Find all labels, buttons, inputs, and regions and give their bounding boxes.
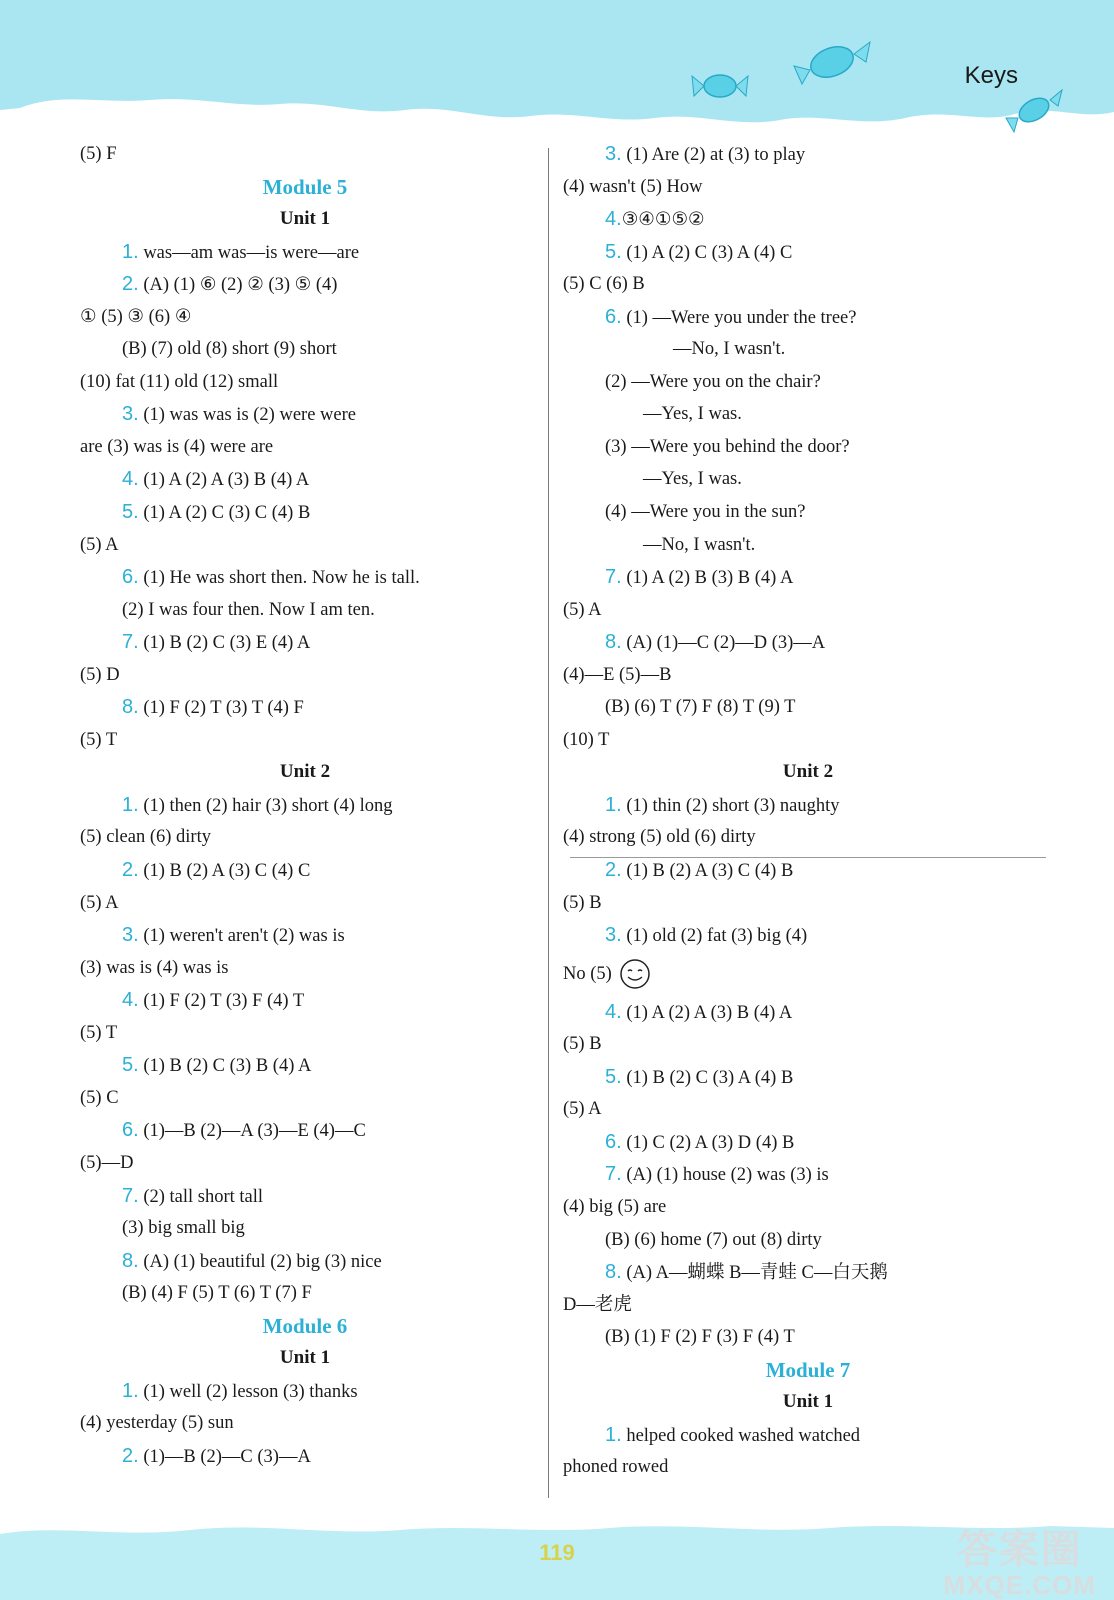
- answer-line: (5) B: [563, 892, 602, 913]
- answer-text: (1) B (2) C (3) E (4) A: [143, 633, 311, 654]
- answer-line: [80, 463, 530, 496]
- answer-line: (4) strong (5) old (6) dirty: [563, 827, 756, 848]
- question-number: 4.: [122, 989, 139, 1012]
- answer-text: (A) (1) house (2) was (3) is: [626, 1165, 829, 1186]
- answer-line: (3) big small big: [122, 1218, 245, 1239]
- answer-line: (4) yesterday (5) sun: [80, 1413, 234, 1434]
- answer-text: (1) F (2) T (3) T (4) F: [143, 698, 304, 719]
- answer-line: [563, 1256, 1053, 1289]
- answer-line: [80, 1114, 530, 1147]
- answer-line: —Yes, I was.: [643, 404, 742, 425]
- answer-line: (5) C (6) B: [563, 274, 645, 295]
- answer-line: (5) clean (6) dirty: [80, 827, 211, 848]
- answer-line: (5) A: [80, 892, 119, 913]
- answer-text: (1)—B (2)—C (3)—A: [143, 1446, 311, 1467]
- answer-text: ③④①⑤②: [621, 210, 705, 231]
- question-number: 3.: [122, 924, 139, 947]
- answer-line: [80, 268, 530, 301]
- answer-line: (4) wasn't (5) How: [563, 176, 703, 197]
- answer-line: (4) —Were you in the sun?: [605, 502, 806, 523]
- answer-text: (1) well (2) lesson (3) thanks: [143, 1381, 358, 1402]
- answer-line: (4)—E (5)—B: [563, 664, 672, 685]
- question-number: 7.: [605, 1163, 622, 1186]
- answer-line: D—老虎: [563, 1294, 632, 1315]
- unit-heading: Unit 2: [279, 761, 331, 783]
- question-number: 4.: [122, 468, 139, 491]
- answer-line: (4) big (5) are: [563, 1196, 667, 1217]
- page-number: 119: [539, 1540, 575, 1565]
- question-number: 4.: [605, 208, 622, 231]
- answer-line: [80, 561, 530, 594]
- question-number: 3.: [122, 403, 139, 426]
- answer-line: [563, 626, 1053, 659]
- answer-line: [80, 398, 530, 431]
- answer-text: (2) tall short tall: [143, 1186, 264, 1207]
- answer-line: (3) was is (4) was is: [80, 957, 229, 978]
- question-number: 1.: [605, 793, 622, 816]
- answer-line: [80, 496, 530, 529]
- answer-line: [563, 789, 1053, 822]
- answer-line: [563, 1419, 1053, 1452]
- question-number: 7.: [122, 631, 139, 654]
- answer-line: (5)—D: [80, 1152, 134, 1173]
- answer-text: helped cooked washed watched: [626, 1425, 861, 1446]
- answer-text: (1) He was short then. Now he is tall.: [143, 568, 420, 589]
- right-column: [563, 138, 1053, 1484]
- answer-line: —Yes, I was.: [643, 469, 742, 490]
- answer-line: [80, 236, 530, 269]
- question-number: 6.: [122, 1119, 139, 1142]
- unit-heading: Unit 1: [782, 1391, 834, 1413]
- answer-text: (1) B (2) A (3) C (4) B: [626, 861, 794, 882]
- question-number: 7.: [605, 566, 622, 589]
- answer-text: (1) —Were you under the tree?: [626, 307, 857, 328]
- question-number: 3.: [605, 143, 622, 165]
- answer-text: (A) (1)—C (2)—D (3)—A: [626, 633, 826, 654]
- module-heading: Module 6: [262, 1313, 348, 1338]
- answer-line: [563, 301, 1053, 334]
- answer-line: [80, 1440, 530, 1473]
- answer-line: (5) A: [563, 1099, 602, 1120]
- module-heading: Module 7: [765, 1357, 851, 1382]
- answer-text: (1) F (2) T (3) F (4) T: [143, 991, 305, 1012]
- answer-text: (1) A (2) B (3) B (4) A: [626, 568, 794, 589]
- answer-text: was—am was—is were—are: [143, 242, 360, 263]
- answer-text: (A) (1) beautiful (2) big (3) nice: [143, 1251, 382, 1272]
- answer-text: (1) then (2) hair (3) short (4) long: [143, 795, 393, 816]
- answer-line: [563, 996, 1053, 1029]
- answer-text: (1) A (2) A (3) B (4) A: [143, 470, 310, 491]
- answer-text: (1) was was is (2) were were: [143, 405, 356, 426]
- watermark: [944, 1528, 1096, 1598]
- answer-line: ① (5) ③ (6) ④: [80, 306, 192, 327]
- question-number: 7.: [122, 1184, 139, 1207]
- question-number: 5.: [605, 1065, 622, 1088]
- answer-line: [80, 1049, 530, 1082]
- module-heading: Module 5: [262, 174, 348, 199]
- column-divider: [548, 148, 549, 1498]
- answer-line: [563, 1061, 1053, 1094]
- answer-line: [80, 919, 530, 952]
- answer-line: (5) A: [80, 534, 119, 555]
- answer-line: (10) fat (11) old (12) small: [80, 371, 279, 392]
- question-number: 6.: [605, 305, 622, 328]
- answer-line: (5) A: [563, 599, 602, 620]
- answer-text: (1) C (2) A (3) D (4) B: [626, 1132, 795, 1153]
- answer-line: [80, 854, 530, 887]
- answer-text: (1) thin (2) short (3) naughty: [626, 795, 840, 816]
- answer-line: (B) (6) T (7) F (8) T (9) T: [605, 697, 796, 718]
- answer-line: [563, 1126, 1053, 1159]
- answer-text: (A) A—蝴蝶 B—青蛙 C—白天鹅: [626, 1263, 888, 1284]
- question-number: 2.: [122, 1444, 139, 1467]
- answer-line: (5) D: [80, 664, 120, 685]
- question-number: 2.: [605, 859, 622, 882]
- question-number: 5.: [122, 1054, 139, 1077]
- answer-text: (1) B (2) C (3) B (4) A: [143, 1056, 312, 1077]
- answer-text: (1) B (2) A (3) C (4) C: [143, 861, 311, 882]
- answer-text: (1) B (2) C (3) A (4) B: [626, 1067, 794, 1088]
- answer-line: [563, 138, 1053, 171]
- header-band: [0, 0, 1114, 135]
- unit-heading: Unit 1: [279, 1347, 331, 1369]
- answer-line: (B) (6) home (7) out (8) dirty: [605, 1229, 822, 1250]
- answer-line: (B) (7) old (8) short (9) short: [122, 339, 337, 360]
- watermark-cn: 答案圈: [956, 1528, 1083, 1572]
- question-number: 1.: [122, 793, 139, 816]
- answer-line: [563, 952, 1053, 996]
- question-number: 5.: [605, 240, 622, 263]
- question-number: 8.: [122, 1249, 139, 1272]
- question-number: 8.: [605, 631, 622, 654]
- answer-line: [563, 203, 1053, 236]
- answer-text: (1) A (2) A (3) B (4) A: [626, 1002, 793, 1023]
- answer-line: (5) T: [80, 1022, 118, 1043]
- question-number: 1.: [122, 240, 139, 263]
- answer-text: No (5): [563, 963, 612, 984]
- answer-line: —No, I wasn't.: [643, 534, 756, 555]
- answer-line: are (3) was is (4) were are: [80, 436, 274, 457]
- question-number: 5.: [122, 501, 139, 524]
- answer-line: [80, 984, 530, 1017]
- answer-line: [80, 1245, 530, 1278]
- answer-line: [563, 236, 1053, 269]
- question-number: 3.: [605, 924, 622, 947]
- answer-line: [80, 1180, 530, 1213]
- answer-line: (5) B: [563, 1034, 602, 1055]
- answer-line: [563, 1158, 1053, 1191]
- answer-line: (3) —Were you behind the door?: [605, 436, 850, 457]
- question-number: 6.: [605, 1130, 622, 1153]
- question-number: 8.: [122, 696, 139, 719]
- smiley-face-icon: [618, 957, 652, 991]
- answer-text: (1) weren't aren't (2) was is: [143, 926, 345, 947]
- answer-line: [563, 854, 1053, 887]
- answer-text: (1) A (2) C (3) A (4) C: [626, 242, 793, 263]
- answer-text: (1) old (2) fat (3) big (4): [626, 926, 808, 947]
- question-number: 6.: [122, 566, 139, 589]
- answer-line: (B) (4) F (5) T (6) T (7) F: [122, 1283, 312, 1304]
- question-number: 2.: [122, 273, 139, 296]
- question-number: 2.: [122, 859, 139, 882]
- unit-heading: Unit 1: [279, 208, 331, 230]
- answer-line: (2) —Were you on the chair?: [605, 371, 821, 392]
- answer-line: (2) I was four then. Now I am ten.: [122, 599, 375, 620]
- answer-text: (1) Are (2) at (3) to play: [626, 145, 806, 165]
- question-number: 8.: [605, 1261, 622, 1284]
- answer-line: (5) T: [80, 729, 118, 750]
- answer-line: —No, I wasn't.: [673, 339, 786, 360]
- answer-line: [80, 691, 530, 724]
- question-number: 1.: [605, 1423, 622, 1446]
- answer-text: (A) (1) ⑥ (2) ② (3) ⑤ (4): [143, 275, 338, 296]
- watermark-en: MXQE.COM: [943, 1570, 1096, 1600]
- unit-heading: Unit 2: [782, 761, 834, 783]
- answer-line: (10) T: [563, 729, 610, 750]
- answer-line: [80, 789, 530, 822]
- answer-line: [80, 626, 530, 659]
- answer-line: [563, 561, 1053, 594]
- answer-text: (1) A (2) C (3) C (4) B: [143, 503, 311, 524]
- answer-line: (5) F: [80, 144, 117, 164]
- answer-line: phoned rowed: [563, 1457, 669, 1478]
- answer-text: (1)—B (2)—A (3)—E (4)—C: [143, 1121, 366, 1142]
- page-title: Keys: [964, 62, 1018, 89]
- answer-line: (5) C: [80, 1087, 119, 1108]
- answer-line: [80, 1375, 530, 1408]
- question-number: 1.: [122, 1379, 139, 1402]
- answer-line: [563, 919, 1053, 952]
- answer-line: (B) (1) F (2) F (3) F (4) T: [605, 1327, 795, 1348]
- question-number: 4.: [605, 1000, 622, 1023]
- left-column: [80, 138, 530, 1472]
